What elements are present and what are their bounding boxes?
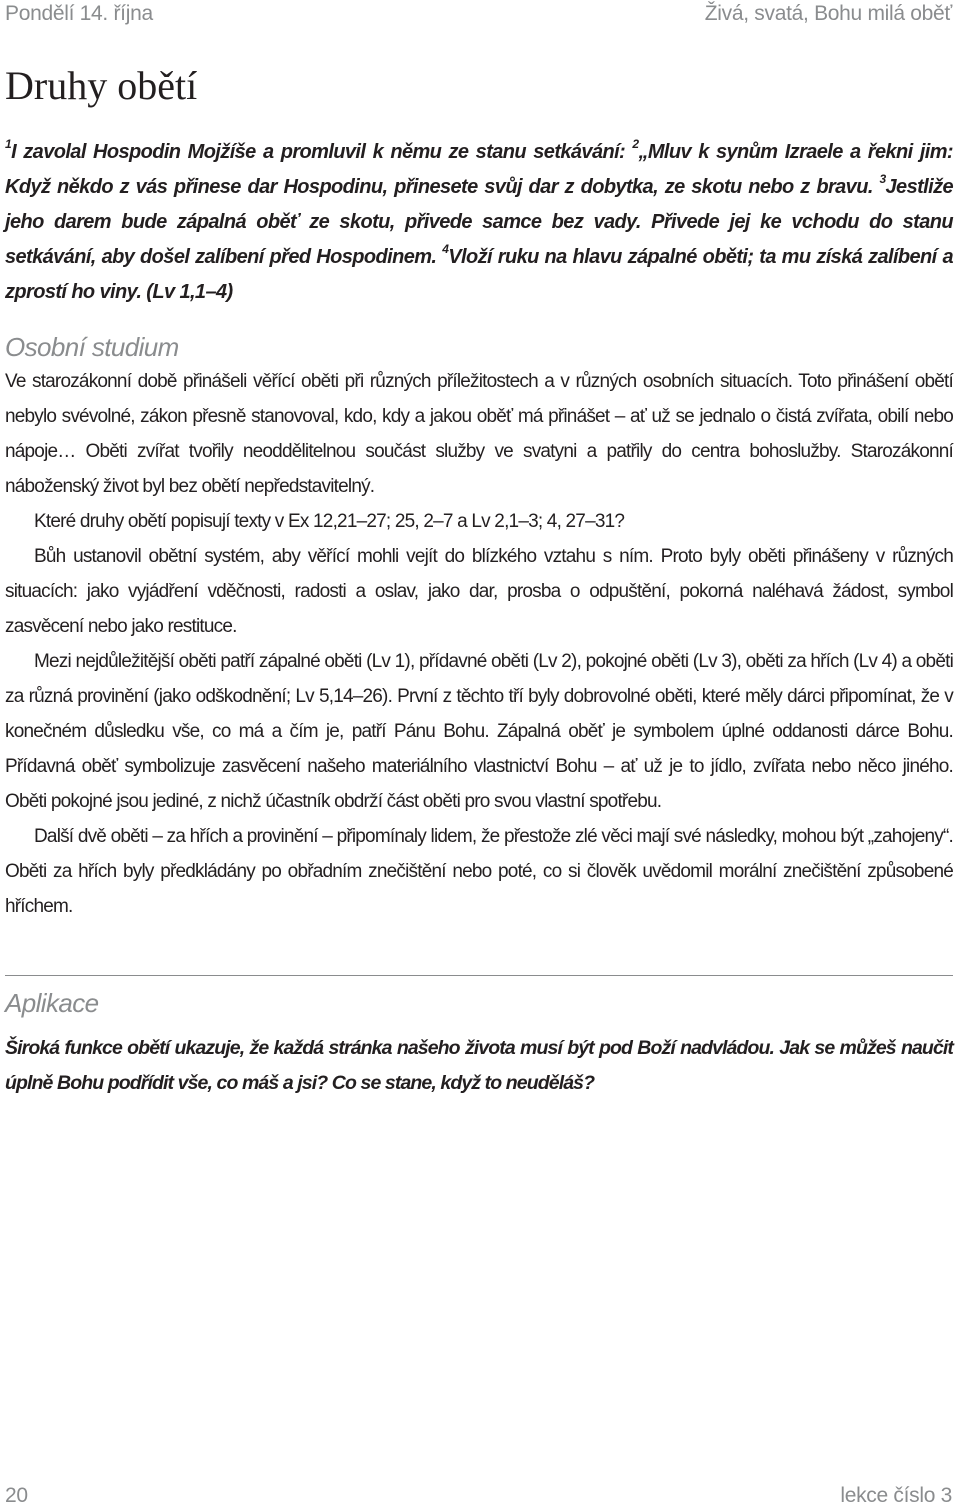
page-title: Druhy obětí (5, 63, 198, 108)
study-question: Které druhy obětí popisují texty v Ex 12,21–27; 25, 2–7 a Lv 2,1–3; 4, 27–31? (34, 511, 625, 532)
study-heading: Osobní studium (5, 332, 179, 362)
study-paragraph: Mezi nejdůležitější oběti patří zápalné oběti (Lv 1), přídavné oběti (Lv 2), pokojné oběti (Lv 3), oběti za hřích (Lv 4) a oběti za různá provinění (jako odškodnění; Lv 5,14–26). První z těchto tří byly dobrovolné oběti, které měly dárci připomínat, že v konečném důsledku vše, co má a čím je, patří Pánu Bohu. Zápalná oběť je symbolem úplné oddanosti dárce Bohu. Přídavná oběť symbolizuje zasvěcení našeho materiálního vlastnictví Bohu – ať už je to jídlo, zvířata nebo něco jiného. Oběti pokojné jsou jediné, z nichž účastník obdrží část oběti pro svou vlastní spotřebu. (5, 651, 953, 812)
header-date: Pondělí 14. října (5, 2, 153, 25)
scripture-passage (5, 135, 953, 310)
study-body (5, 364, 953, 924)
application-text: Široká funkce obětí ukazuje, že každá stránka našeho života musí být pod Boží nadvládou. Jak se můžeš naučit úplně Bohu podřídit vše, co máš a jsi? Co se stane, když to neuděláš? (5, 1037, 953, 1094)
study-paragraph: Další dvě oběti – za hřích a provinění – připomínaly lidem, že přestože zlé věci mají své následky, mohou být „zahojeny“. Oběti za hřích byly předkládány po obřadním znečištění nebo poté, co si člověk uvědomil morální znečištění způsobené hříchem. (5, 826, 953, 917)
verse-text: I zavolal Hospodin Mojžíše a promluvil k němu ze stanu setkávání: (11, 141, 633, 163)
lesson-label: lekce číslo 3 (840, 1484, 952, 1507)
study-paragraph: Ve starozákonní době přinášeli věřící oběti při různých příležitostech a v různých osobních situacích. Toto přinášení obětí nebylo svévolné, zákon přesně stanovoval, kdo, kdy a jakou oběť má přinášet – ať už se jednalo o čistá zvířata, obilí nebo nápoje… Oběti zvířat tvořily neoddělitelnou součást služby ve svatyni a patřily do centra bohoslužby. Starozákonní náboženský život byl bez obětí nepředstavitelný. (5, 371, 953, 497)
verse-number: 2 (632, 137, 639, 152)
verse-number: 3 (879, 172, 886, 187)
verse-number: 1 (5, 137, 12, 152)
application-heading: Aplikace (5, 988, 99, 1018)
verse-text: Vloží ruku na hlavu zápalné oběti; ta mu získá zalíbení a zprostí ho viny. (Lv 1,1–4) (5, 246, 953, 303)
section-divider (5, 975, 953, 976)
verse-number: 4 (442, 242, 449, 257)
verse-text: „Mluv k synům Izraele a řekni jim: Když někdo z vás přinese dar Hospodinu, přinesete svůj dar z dobytka, ze skotu nebo z bravu. (5, 141, 953, 198)
verse-text: Jestliže jeho darem bude zápalná oběť ze skotu, přivede samce bez vady. Přivede jej ke vchodu do stanu setkávání, aby došel zalíbení před Hospodinem. (5, 176, 953, 268)
header-title: Živá, svatá, Bohu milá oběť (704, 2, 952, 25)
page-number: 20 (5, 1484, 28, 1507)
study-paragraph: Bůh ustanovil obětní systém, aby věřící mohli vejít do blízkého vztahu s ním. Proto byly oběti přinášeny v různých situacích: jako vyjádření vděčnosti, radosti a oslav, jako dar, prosba o odpuštění, pokorná naléhavá žádost, symbol zasvěcení nebo jako restituce. (5, 546, 953, 637)
